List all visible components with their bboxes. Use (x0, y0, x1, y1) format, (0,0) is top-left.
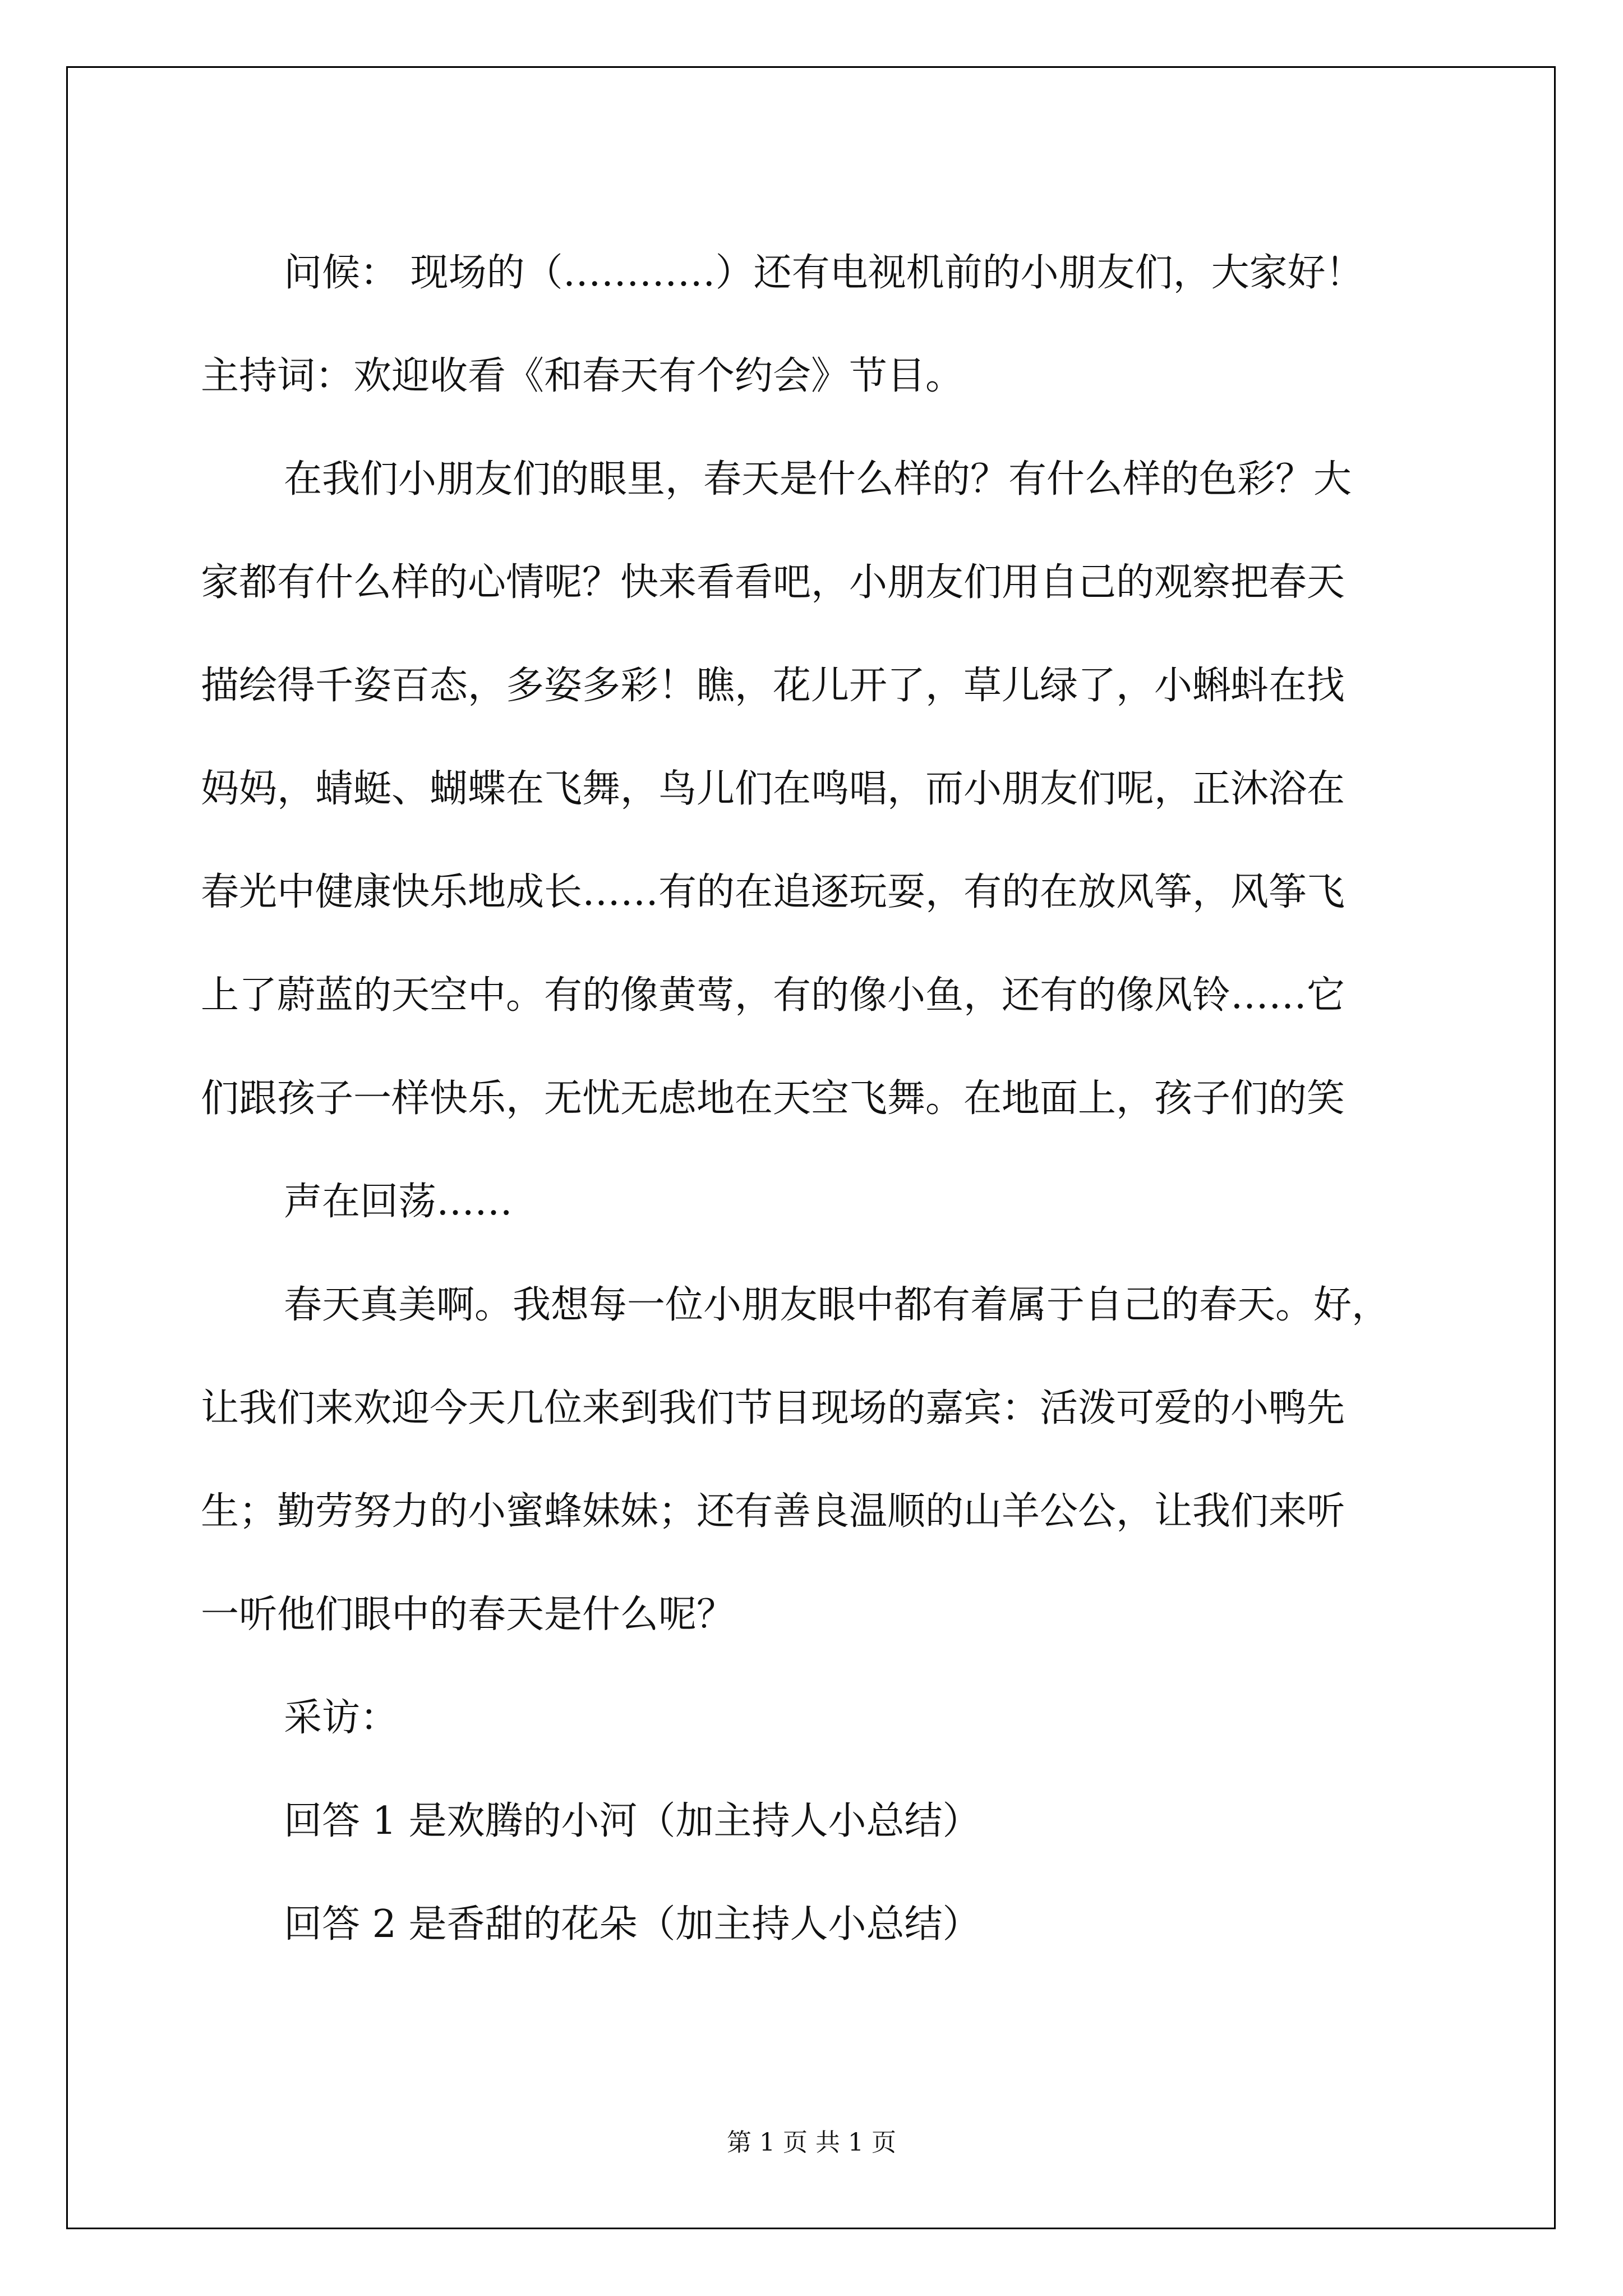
paragraph-guests-line: 春天真美啊。我想每一位小朋友眼中都有着属于自己的春天。好， (284, 1283, 1390, 1327)
document-body (201, 222, 1435, 1976)
paragraph-guests-line: 一听他们眼中的春天是什么呢？ (201, 1593, 735, 1637)
paragraph-spring-line: 描绘得千姿百态，多姿多彩！瞧，花儿开了，草儿绿了，小蝌蚪在找 (201, 664, 1345, 708)
paragraph-answer-2: 回答 2 是香甜的花朵（加主持人小总结） (284, 1902, 981, 1947)
paragraph-spring-line: 春光中健康快乐地成长……有的在追逐玩耍，有的在放风筝，风筝飞 (201, 870, 1345, 914)
paragraph-spring-line: 们跟孩子一样快乐，无忧无虑地在天空飞舞。在地面上，孩子们的笑 (201, 1076, 1345, 1121)
paragraph-answer-1: 回答 1 是欢腾的小河（加主持人小总结） (284, 1799, 981, 1843)
paragraph-greeting-line: 问候： 现场的（…………）还有电视机前的小朋友们，大家好！ (284, 251, 1364, 295)
paragraph-spring-line: 家都有什么样的心情呢？快来看看吧，小朋友们用自己的观察把春天 (201, 560, 1345, 605)
paragraph-host-intro-line: 主持词：欢迎收看《和春天有个约会》节目。 (201, 354, 964, 398)
paragraph-spring-line: 在我们小朋友们的眼里，春天是什么样的？有什么样的色彩？大 (284, 457, 1352, 501)
paragraph-spring-line: 上了蔚蓝的天空中。有的像黄莺，有的像小鱼，还有的像风铃……它 (201, 973, 1345, 1018)
paragraph-guests-line: 让我们来欢迎今天几位来到我们节目现场的嘉宾：活泼可爱的小鸭先 (201, 1386, 1345, 1430)
paragraph-interview-label: 采访： (284, 1696, 399, 1740)
paragraph-guests-line: 生；勤劳努力的小蜜蜂妹妹；还有善良温顺的山羊公公，让我们来听 (201, 1489, 1345, 1534)
paragraph-spring-line: 妈妈，蜻蜓、蝴蝶在飞舞，鸟儿们在鸣唱，而小朋友们呢，正沐浴在 (201, 767, 1345, 811)
page-footer: 第 1 页 共 1 页 (727, 2128, 896, 2157)
paragraph-laughter-line: 声在回荡…… (284, 1180, 513, 1224)
